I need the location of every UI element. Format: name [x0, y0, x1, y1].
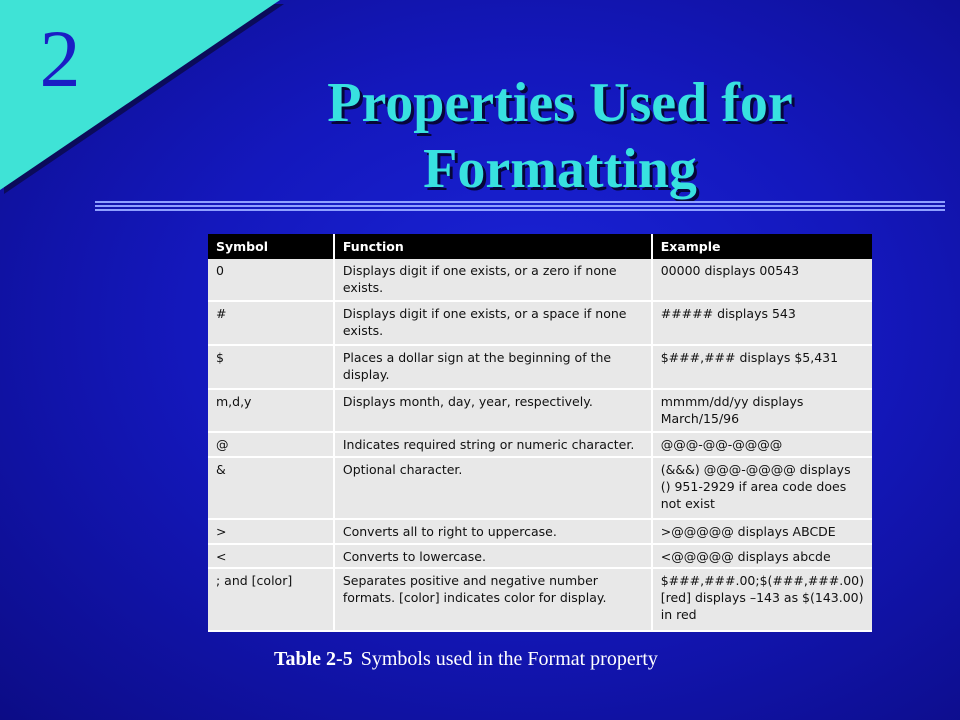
cell-example: $###,###.00;$(###,###.00) [red] displays –143 as $(143.00) in red [652, 568, 872, 631]
format-symbols-table [208, 234, 872, 632]
cell-example: ##### displays 543 [652, 301, 872, 345]
title-underline [95, 201, 945, 211]
cell-example: 00000 displays 00543 [652, 259, 872, 301]
title-line-2: Formatting [423, 138, 697, 200]
cell-symbol: 0 [208, 259, 334, 301]
chapter-number: 2 [39, 13, 81, 104]
slide-title [240, 70, 880, 202]
caption-label: Table 2-5 [274, 648, 353, 670]
cell-symbol: > [208, 519, 334, 544]
title-line-1: Properties Used for [327, 72, 793, 134]
cell-function: Displays digit if one exists, or a zero if none exists. [334, 259, 652, 301]
cell-function: Displays digit if one exists, or a space if none exists. [334, 301, 652, 345]
cell-function: Indicates required string or numeric character. [334, 432, 652, 457]
table-row [208, 345, 872, 389]
cell-function: Optional character. [334, 457, 652, 520]
table-row [208, 457, 872, 520]
cell-function: Converts all to right to uppercase. [334, 519, 652, 544]
table-row [208, 301, 872, 345]
cell-function: Converts to lowercase. [334, 544, 652, 569]
header-example: Example [652, 234, 872, 259]
cell-example: mmmm/dd/yy displays March/15/96 [652, 389, 872, 433]
header-function: Function [334, 234, 652, 259]
table-row [208, 432, 872, 457]
cell-function: Places a dollar sign at the beginning of the display. [334, 345, 652, 389]
cell-symbol: < [208, 544, 334, 569]
cell-symbol: & [208, 457, 334, 520]
caption-text: Symbols used in the Format property [360, 648, 658, 670]
table-row [208, 544, 872, 569]
table-caption [92, 648, 960, 671]
table-row [208, 519, 872, 544]
cell-function: Displays month, day, year, respectively. [334, 389, 652, 433]
table-header-row [208, 234, 872, 259]
cell-symbol: # [208, 301, 334, 345]
cell-function: Separates positive and negative number formats. [color] indicates color for display. [334, 568, 652, 631]
cell-symbol: $ [208, 345, 334, 389]
cell-symbol: m,d,y [208, 389, 334, 433]
header-symbol: Symbol [208, 234, 334, 259]
table-row [208, 259, 872, 301]
table-row [208, 568, 872, 631]
cell-symbol: @ [208, 432, 334, 457]
cell-example: >@@@@@ displays ABCDE [652, 519, 872, 544]
cell-example: @@@-@@-@@@@ [652, 432, 872, 457]
cell-symbol: ; and [color] [208, 568, 334, 631]
cell-example: <@@@@@ displays abcde [652, 544, 872, 569]
cell-example: (&&&) @@@-@@@@ displays () 951-2929 if area code does not exist [652, 457, 872, 520]
table-row [208, 389, 872, 433]
cell-example: $###,### displays $5,431 [652, 345, 872, 389]
